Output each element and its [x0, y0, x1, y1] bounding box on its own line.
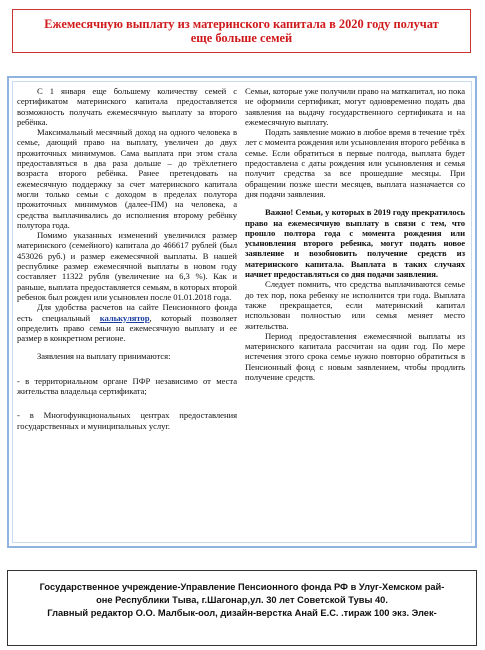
headline-line-1: Ежемесячную выплату из материнского капитала в 2020 году получат [44, 17, 439, 31]
headline-box [12, 9, 471, 53]
footer-line-1: Государственное учреждение-Управление Пенсионного фонда РФ в Улуг-Хемском рай- [39, 582, 445, 592]
left-paragraph-1: С 1 января еще большему количеству семей с сертификатом материнского капитала предоставляется возможность получать ежемесячную выплату за второго ребёнка. [17, 86, 237, 127]
right-paragraph-3 [245, 207, 465, 279]
right-column [245, 86, 465, 382]
left-paragraph-6: - в территориальном органе ПФР независимо от места жительства владельца сертификата; [17, 375, 237, 397]
calculator-link[interactable]: калькулятор [99, 312, 150, 323]
right-paragraph-1: Семьи, которые уже получили право на маткапитал, но пока не оформили сертификат, могут одновременно подать два заявления на выдачу государственного сертификата и на ежемесячную выплату. [245, 86, 465, 127]
left-paragraph-5: Заявления на выплату принимаются: [37, 351, 171, 362]
footer-box [7, 570, 477, 646]
headline [44, 17, 439, 45]
left-column [17, 86, 237, 431]
headline-line-2: еще больше семей [190, 31, 293, 45]
article-frame [7, 76, 477, 548]
left-paragraph-4 [17, 302, 237, 343]
right-paragraph-2: Подать заявление можно в любое время в течение трёх лет с момента рождения или усыновления второго ребёнка в семье. Если обратиться в первые полгода, выплата будет предоставлена с даты рождения или усыновления и семья получит средства за все прошедшие месяцы. При обращении позже шести месяцев, выплата назначается со дня подачи заявления. [245, 127, 465, 199]
right-paragraph-5: Период предоставления ежемесячной выплаты из материнского капитала рассчитан на один год. По мере истечения этого срока семье нужно повторно обратиться в Пенсионный фонд с новым заявлением, чтобы продлить получение средств. [245, 330, 465, 383]
left-paragraph-2: Максимальный месячный доход на одного человека в семье, дающий право на выплату, увеличен до двух прожиточных минимумов. Сама выплата при этом стала предоставляться в два раза дольше – до трёхлетнего возраста второго ребёнка. Ранее претендовать на ежемесячную поддержку за счет материнского капитала могли только семьи с доходом в пределах полутора прожиточных минимумов (далее-ПМ) на человека, а средства выплачивались до исполнения второму ребёнку полутора года. [17, 127, 237, 230]
left-paragraph-7: - в Многофункциональных центрах предоставления государственных и муниципальных услуг. [17, 410, 237, 431]
left-paragraph-3: Помимо указанных изменений увеличился размер материнского (семейного) капитала до 466617 рублей (был 453026 руб.) и размер ежемесячной выплаты. В нашей республике размер ежемесячной выплаты в новом году составляет 11322 рубля (увеличение на 6,3 %). Как и раньше, выплата предоставляется семьям, в которых второй ребенок был рожден или усыновлен после 01.01.2018 года. [17, 230, 237, 302]
important-notice: Важно! Семьи, у которых в 2019 году прекратилось право на ежемесячную выплату в связи с тем, что прошло полтора года с момента рождения или усыновления второго ребенка, могут подать новое заявление и возобновить получение средств из материнского капитала. Выплата в таких случаях начнет предоставляться со дня подачи заявления. [245, 207, 465, 280]
right-paragraph-4: Следует помнить, что средства выплачиваются семье до тех пор, пока ребенку не исполнится три года. Выплата также прекращается, если материнский капитал использован полностью или семья меняет место жительства. [245, 279, 465, 331]
left-paragraph-4-end: , который позволяет определить право семьи на ежемесячную выплату и ее размер в конкретном регионе. [17, 312, 237, 344]
left-paragraph-4-start: Для удобства расчетов на сайте Пенсионного фонда есть специальный [17, 302, 237, 323]
footer-line-3: Главный редактор О.О. Малбык-оол, дизайн-верстка Анай Е.С. .тираж 100 экз. Элек- [47, 608, 437, 618]
footer-line-2: оне Республики Тыва, г.Шагонар,ул. 30 лет Советской Тувы 40. [96, 595, 388, 605]
